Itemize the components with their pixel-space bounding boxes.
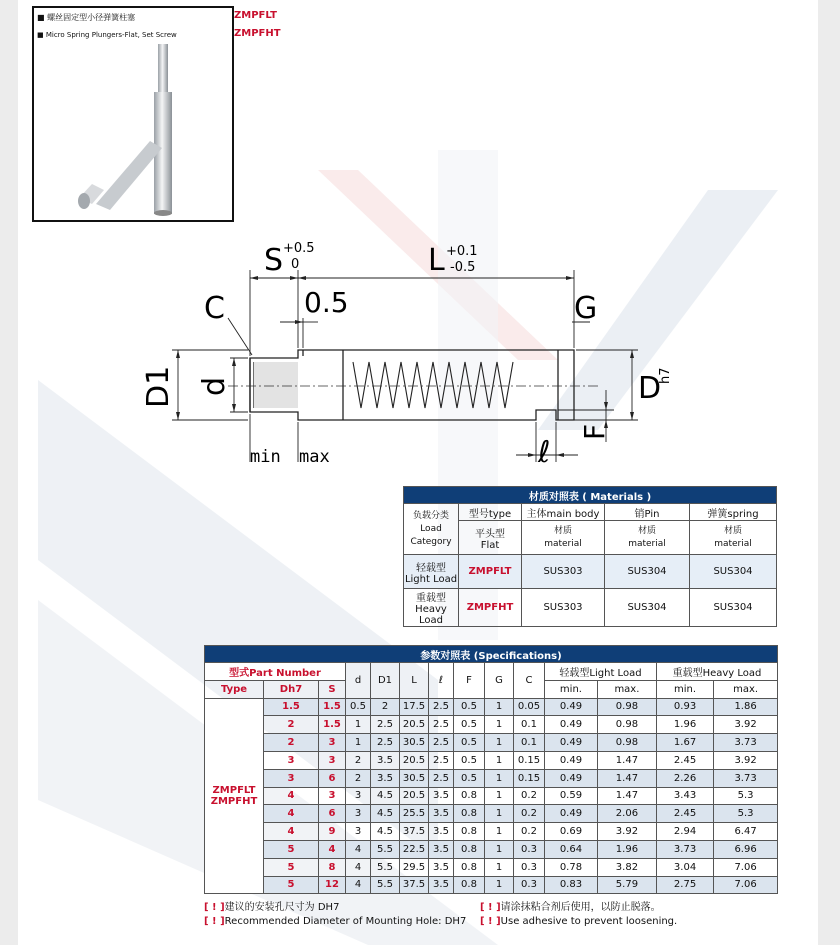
spec-cell: 2.45 [656, 751, 713, 769]
spec-cell: 2.5 [429, 734, 454, 752]
spec-cell: 0.5 [454, 698, 485, 716]
spec-cell: 2.26 [656, 769, 713, 787]
spec-cell: 0.1 [514, 716, 545, 734]
label-dh7-sub: h7 [658, 367, 673, 384]
table-row [205, 876, 778, 894]
spec-cell: 0.2 [514, 787, 545, 805]
spec-cell: 1 [485, 787, 514, 805]
spec-cell: 3.5 [371, 751, 400, 769]
spring-material: SUS304 [690, 555, 777, 589]
spec-cell: 17.5 [400, 698, 429, 716]
label-s-tol-low: 0 [291, 257, 300, 272]
spec-cell: 3.43 [656, 787, 713, 805]
spec-cell: 1.47 [597, 769, 656, 787]
spec-cell: 2.45 [656, 805, 713, 823]
light-load-header: 轻载型Light Load [545, 663, 657, 681]
spec-cell: 0.78 [545, 858, 598, 876]
label-c: C [204, 291, 225, 326]
spec-cell: 4 [346, 840, 371, 858]
spec-cell: 0.49 [545, 716, 598, 734]
type-cell: ZMPFLT ZMPFHT [205, 698, 264, 894]
spec-cell: 29.5 [400, 858, 429, 876]
dh7-cell: 3 [264, 751, 319, 769]
spec-cell: 0.5 [454, 769, 485, 787]
label-s-tol-up: +0.5 [283, 241, 315, 256]
spec-cell: 0.15 [514, 751, 545, 769]
spec-cell: 3.5 [371, 769, 400, 787]
spec-cell: 37.5 [400, 823, 429, 841]
spec-cell: 3.92 [714, 751, 778, 769]
spec-cell: 1 [485, 840, 514, 858]
spec-cell: 2.94 [656, 823, 713, 841]
s-cell: 3 [319, 751, 346, 769]
label-dh7: D [638, 371, 662, 406]
materials-row [404, 555, 777, 589]
dh7-cell: 2 [264, 734, 319, 752]
spec-cell: 0.3 [514, 840, 545, 858]
spec-cell: 0.5 [454, 734, 485, 752]
flat-type-label: 平头型 Flat [459, 521, 522, 555]
spec-cell: 1 [346, 716, 371, 734]
spring-header: 弹簧spring [690, 504, 777, 521]
label-d: d [197, 376, 232, 396]
spec-cell: 3.82 [597, 858, 656, 876]
table-row [205, 734, 778, 752]
spec-cell: 0.93 [656, 698, 713, 716]
spec-cell: 1 [485, 858, 514, 876]
table-row [205, 769, 778, 787]
label-d1: D1 [141, 365, 176, 408]
spec-cell: 0.2 [514, 805, 545, 823]
type-header: 型号type [459, 504, 522, 521]
spec-cell: 2.5 [371, 716, 400, 734]
ell-header: ℓ [429, 663, 454, 699]
heavy-min-header: min. [656, 680, 713, 698]
part-number-header: 型式Part Number [205, 663, 346, 681]
dh7-header: Dh7 [264, 680, 319, 698]
spec-cell: 7.06 [714, 876, 778, 894]
spec-cell: 3.5 [429, 787, 454, 805]
spec-cell: 5.3 [714, 787, 778, 805]
note-mounting-cn: [ ! ]建议的安装孔尺寸为 DH7 [204, 902, 340, 913]
spec-cell: 1.86 [714, 698, 778, 716]
spec-cell: 2.5 [429, 769, 454, 787]
s-cell: 3 [319, 787, 346, 805]
type-code: ZMPFLT [459, 555, 522, 589]
s-cell: 6 [319, 805, 346, 823]
label-05: 0.5 [304, 286, 349, 319]
spec-cell: 2.75 [656, 876, 713, 894]
label-max: max [299, 447, 330, 467]
spec-cell: 5.5 [371, 840, 400, 858]
load-category-header: 负载分类 Load Category [404, 504, 459, 555]
title-cn: 螺丝固定型小径弹簧柱塞 [47, 13, 136, 22]
heavy-load-header: 重载型Heavy Load [656, 663, 777, 681]
load-category: 轻载型 Light Load [404, 555, 459, 589]
s-cell: 1.5 [319, 716, 346, 734]
spec-cell: 0.49 [545, 751, 598, 769]
dh7-cell: 2 [264, 716, 319, 734]
spec-cell: 3.73 [656, 840, 713, 858]
spec-cell: 0.05 [514, 698, 545, 716]
label-l-tol-up: +0.1 [446, 244, 478, 259]
spec-cell: 3 [346, 823, 371, 841]
spec-cell: 0.8 [454, 805, 485, 823]
type-header: Type [205, 680, 264, 698]
s-cell: 8 [319, 858, 346, 876]
spec-cell: 1.47 [597, 751, 656, 769]
pin-header: 销Pin [605, 504, 690, 521]
spec-cell: 2 [346, 769, 371, 787]
spec-cell: 3.73 [714, 734, 778, 752]
spec-cell: 3.73 [714, 769, 778, 787]
spec-cell: 0.5 [454, 751, 485, 769]
spec-cell: 0.8 [454, 858, 485, 876]
spec-cell: 2.5 [429, 751, 454, 769]
spec-cell: 0.5 [454, 716, 485, 734]
spec-cell: 1 [485, 876, 514, 894]
spec-cell: 30.5 [400, 734, 429, 752]
spec-cell: 3 [346, 805, 371, 823]
dh7-cell: 1.5 [264, 698, 319, 716]
spec-cell: 0.69 [545, 823, 598, 841]
materials-row [404, 589, 777, 627]
spec-cell: 1 [485, 751, 514, 769]
table-row [205, 823, 778, 841]
spec-cell: 1.67 [656, 734, 713, 752]
pin-material: SUS304 [605, 555, 690, 589]
spec-cell: 1 [485, 823, 514, 841]
table-row [205, 787, 778, 805]
load-category: 重载型 Heavy Load [404, 589, 459, 627]
bullet-icon: ■ [37, 13, 48, 22]
spec-cell: 5.79 [597, 876, 656, 894]
spec-cell: 0.49 [545, 734, 598, 752]
spec-cell: 3.5 [429, 876, 454, 894]
spec-cell: 0.8 [454, 823, 485, 841]
spec-cell: 0.3 [514, 858, 545, 876]
light-min-header: min. [545, 680, 598, 698]
catalog-page [18, 0, 818, 945]
spec-cell: 22.5 [400, 840, 429, 858]
spec-cell: 5.5 [371, 876, 400, 894]
spec-cell: 4.5 [371, 823, 400, 841]
spec-cell: 0.8 [454, 876, 485, 894]
body-material: SUS303 [522, 589, 605, 627]
code-light: ZMPFLT [234, 10, 277, 21]
heavy-max-header: max. [714, 680, 778, 698]
spec-cell: 0.98 [597, 734, 656, 752]
spec-cell: 3.5 [429, 858, 454, 876]
spec-cell: 0.1 [514, 734, 545, 752]
s-cell: 6 [319, 769, 346, 787]
l-header: L [400, 663, 429, 699]
technical-drawing [18, 0, 818, 480]
spec-cell: 3.92 [714, 716, 778, 734]
spec-cell: 3.04 [656, 858, 713, 876]
table-row [205, 858, 778, 876]
dh7-cell: 5 [264, 840, 319, 858]
table-row [205, 805, 778, 823]
label-s: S [264, 243, 284, 278]
title-en: Micro Spring Plungers-Flat, Set Screw [45, 31, 177, 39]
spec-cell: 37.5 [400, 876, 429, 894]
spec-cell: 1 [485, 698, 514, 716]
dh7-cell: 4 [264, 823, 319, 841]
note-adhesive-en: [ ! ]Use adhesive to prevent loosening. [480, 916, 678, 927]
s-cell: 4 [319, 840, 346, 858]
spec-cell: 0.15 [514, 769, 545, 787]
s-cell: 9 [319, 823, 346, 841]
spec-cell: 20.5 [400, 716, 429, 734]
spec-cell: 5.3 [714, 805, 778, 823]
materials-table [403, 486, 777, 627]
spec-cell: 0.2 [514, 823, 545, 841]
g-header: G [485, 663, 514, 699]
spec-cell: 3.92 [597, 823, 656, 841]
spec-cell: 6.47 [714, 823, 778, 841]
note-adhesive-cn: [ ! ]请涂抹粘合剂后使用，以防止脱落。 [480, 902, 661, 913]
spec-cell: 0.98 [597, 698, 656, 716]
table-row [205, 751, 778, 769]
note-mounting-en: [ ! ]Recommended Diameter of Mounting Hole: DH7 [204, 916, 467, 927]
spring-coils [353, 362, 513, 408]
dh7-cell: 5 [264, 858, 319, 876]
label-f: F [578, 423, 611, 440]
material-label: 材质 material [522, 521, 605, 555]
material-label: 材质 material [605, 521, 690, 555]
spec-cell: 1 [485, 769, 514, 787]
label-g: G [574, 291, 598, 326]
s-header: S [319, 680, 346, 698]
table-row [205, 698, 778, 716]
spec-cell: 3 [346, 787, 371, 805]
spec-cell: 0.8 [454, 787, 485, 805]
spec-cell: 4.5 [371, 805, 400, 823]
spec-cell: 0.49 [545, 805, 598, 823]
spec-cell: 1.96 [597, 840, 656, 858]
material-label: 材质 material [690, 521, 777, 555]
spec-cell: 30.5 [400, 769, 429, 787]
body-header: 主体main body [522, 504, 605, 521]
label-min: min [250, 447, 281, 467]
spec-cell: 1 [485, 716, 514, 734]
spec-cell: 0.8 [454, 840, 485, 858]
spec-cell: 3.5 [429, 823, 454, 841]
f-header: F [454, 663, 485, 699]
spec-cell: 20.5 [400, 787, 429, 805]
spec-cell: 0.83 [545, 876, 598, 894]
specifications-title: 参数对照表 (Specifications) [205, 646, 778, 663]
spec-cell: 0.3 [514, 876, 545, 894]
spec-cell: 1 [485, 805, 514, 823]
spec-cell: 4 [346, 858, 371, 876]
spec-cell: 7.06 [714, 858, 778, 876]
label-ell: ℓ [538, 435, 551, 470]
code-heavy: ZMPFHT [234, 28, 281, 39]
spec-cell: 4.5 [371, 787, 400, 805]
spec-cell: 1.96 [656, 716, 713, 734]
label-l-tol-low: -0.5 [450, 260, 476, 275]
spec-cell: 1.47 [597, 787, 656, 805]
spec-cell: 1 [485, 734, 514, 752]
bullet-icon: ■ [37, 31, 46, 39]
set-screw-thread [254, 362, 298, 408]
spring-material: SUS304 [690, 589, 777, 627]
spec-cell: 0.5 [346, 698, 371, 716]
c-header: C [514, 663, 545, 699]
spec-cell: 0.49 [545, 698, 598, 716]
spec-cell: 0.64 [545, 840, 598, 858]
spec-cell: 4 [346, 876, 371, 894]
spec-cell: 2 [346, 751, 371, 769]
spec-cell: 5.5 [371, 858, 400, 876]
s-cell: 3 [319, 734, 346, 752]
spec-cell: 2.5 [429, 698, 454, 716]
spec-cell: 0.59 [545, 787, 598, 805]
specifications-table [204, 645, 778, 894]
spec-cell: 3.5 [429, 805, 454, 823]
dh7-cell: 4 [264, 805, 319, 823]
table-row [205, 716, 778, 734]
spec-cell: 0.98 [597, 716, 656, 734]
s-cell: 1.5 [319, 698, 346, 716]
light-max-header: max. [597, 680, 656, 698]
spec-cell: 3.5 [429, 840, 454, 858]
spec-cell: 2.06 [597, 805, 656, 823]
dh7-cell: 4 [264, 787, 319, 805]
spec-cell: 2.5 [371, 734, 400, 752]
d1-header: D1 [371, 663, 400, 699]
s-cell: 12 [319, 876, 346, 894]
spec-cell: 2 [371, 698, 400, 716]
spec-cell: 2.5 [429, 716, 454, 734]
spec-cell: 25.5 [400, 805, 429, 823]
dh7-cell: 5 [264, 876, 319, 894]
d-header: d [346, 663, 371, 699]
pin-material: SUS304 [605, 589, 690, 627]
label-l: L [428, 243, 445, 278]
spec-cell: 6.96 [714, 840, 778, 858]
body-material: SUS303 [522, 555, 605, 589]
spec-cell: 1 [346, 734, 371, 752]
table-row [205, 840, 778, 858]
spec-cell: 0.49 [545, 769, 598, 787]
spec-cell: 20.5 [400, 751, 429, 769]
dh7-cell: 3 [264, 769, 319, 787]
type-code: ZMPFHT [459, 589, 522, 627]
materials-title: 材质对照表 ( Materials ) [404, 487, 777, 504]
